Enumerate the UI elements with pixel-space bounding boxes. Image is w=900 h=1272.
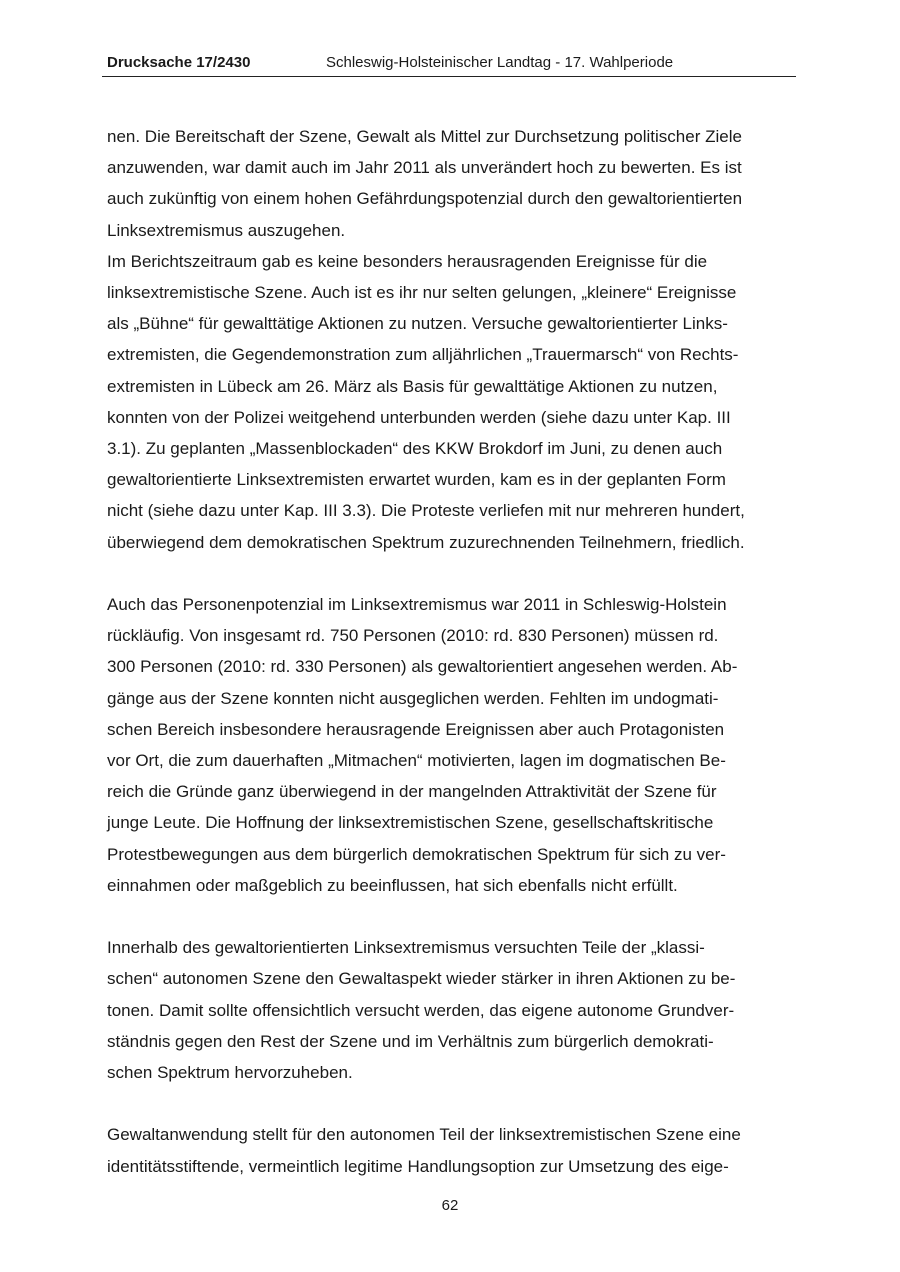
- text-line: als „Bühne“ für gewalttätige Aktionen zu nutzen. Versuche gewaltorientierter Links-: [107, 314, 728, 334]
- text-line: konnten von der Polizei weitgehend unterbunden werden (siehe dazu unter Kap. III: [107, 407, 731, 427]
- text-line: Im Berichtszeitraum gab es keine besonders herausragenden Ereignisse für die: [107, 251, 708, 271]
- text-line: schen“ autonomen Szene den Gewaltaspekt wieder stärker in ihren Aktionen zu be-: [107, 969, 736, 989]
- text-line: 300 Personen (2010: rd. 330 Personen) als gewaltorientiert angesehen werden. Ab-: [107, 657, 738, 677]
- text-line: reich die Gründe ganz überwiegend in der mangelnden Attraktivität der Szene für: [107, 782, 717, 802]
- text-line: nen. Die Bereitschaft der Szene, Gewalt als Mittel zur Durchsetzung politischer Ziele: [107, 127, 742, 146]
- paragraph-gap: [107, 901, 797, 932]
- text-line: Auch das Personenpotenzial im Linksextremismus war 2011 in Schleswig-Holstein: [107, 595, 727, 615]
- text-line: schen Bereich insbesondere herausragende Ereignissen aber auch Protagonisten: [107, 719, 725, 739]
- text-line: gewaltorientierte Linksextremisten erwartet wurden, kam es in der geplanten Form: [107, 470, 726, 490]
- text-line: anzuwenden, war damit auch im Jahr 2011 als unverändert hoch zu bewerten. Es ist: [107, 158, 742, 178]
- text-line: schen Spektrum hervorzuheben.: [107, 1063, 353, 1083]
- text-line: überwiegend dem demokratischen Spektrum zuzurechnenden Teilnehmern, friedlich.: [107, 532, 745, 552]
- page-header: [102, 52, 796, 77]
- page-number: 62: [441, 1197, 459, 1214]
- paragraph-gap: [107, 558, 797, 589]
- paragraph: [107, 246, 797, 558]
- paragraph: [107, 1119, 797, 1181]
- document-id: Drucksache 17/2430: [107, 54, 251, 71]
- text-line: einnahmen oder maßgeblich zu beeinflussen, hat sich ebenfalls nicht erfüllt.: [107, 875, 678, 895]
- paragraph-gap: [107, 1088, 797, 1119]
- text-line: extremisten, die Gegendemonstration zum alljährlichen „Trauermarsch“ von Rechts-: [107, 345, 739, 365]
- text-line: auch zukünftig von einem hohen Gefährdungspotenzial durch den gewaltorientierten: [107, 189, 743, 209]
- text-line: gänge aus der Szene konnten nicht ausgeglichen werden. Fehlten im undogmati-: [107, 688, 719, 708]
- text-line: rückläufig. Von insgesamt rd. 750 Personen (2010: rd. 830 Personen) müssen rd.: [107, 626, 719, 646]
- text-line: 3.1). Zu geplanten „Massenblockaden“ des KKW Brokdorf im Juni, zu denen auch: [107, 439, 723, 459]
- paragraph: [107, 121, 797, 246]
- paragraph: [107, 932, 797, 1088]
- text-line: extremisten in Lübeck am 26. März als Basis für gewalttätige Aktionen zu nutzen,: [107, 376, 718, 396]
- text-line: Innerhalb des gewaltorientierten Linksextremismus versuchten Teile der „klassi-: [107, 938, 705, 958]
- text-line: Gewaltanwendung stellt für den autonomen Teil der linksextremistischen Szene eine: [107, 1125, 741, 1145]
- body-text: [107, 121, 797, 1182]
- text-line: nicht (siehe dazu unter Kap. III 3.3). Die Proteste verliefen mit nur mehreren hundert,: [107, 501, 745, 521]
- text-line: tonen. Damit sollte offensichtlich versucht werden, das eigene autonome Grundver-: [107, 1000, 735, 1020]
- parliament-title: Schleswig-Holsteinischer Landtag - 17. Wahlperiode: [326, 54, 674, 71]
- text-line: Linksextremismus auszugehen.: [107, 220, 346, 240]
- text-line: Protestbewegungen aus dem bürgerlich demokratischen Spektrum für sich zu ver-: [107, 844, 726, 864]
- text-line: junge Leute. Die Hoffnung der linksextremistischen Szene, gesellschaftskritische: [107, 813, 714, 833]
- text-line: vor Ort, die zum dauerhaften „Mitmachen“ motivierten, lagen im dogmatischen Be-: [107, 751, 726, 771]
- text-line: linksextremistische Szene. Auch ist es ihr nur selten gelungen, „kleinere“ Ereignisse: [107, 283, 737, 303]
- text-line: ständnis gegen den Rest der Szene und im Verhältnis zum bürgerlich demokrati-: [107, 1031, 714, 1051]
- paragraph: [107, 589, 797, 901]
- text-line: identitätsstiftende, vermeintlich legitime Handlungsoption zur Umsetzung des eige-: [107, 1156, 729, 1176]
